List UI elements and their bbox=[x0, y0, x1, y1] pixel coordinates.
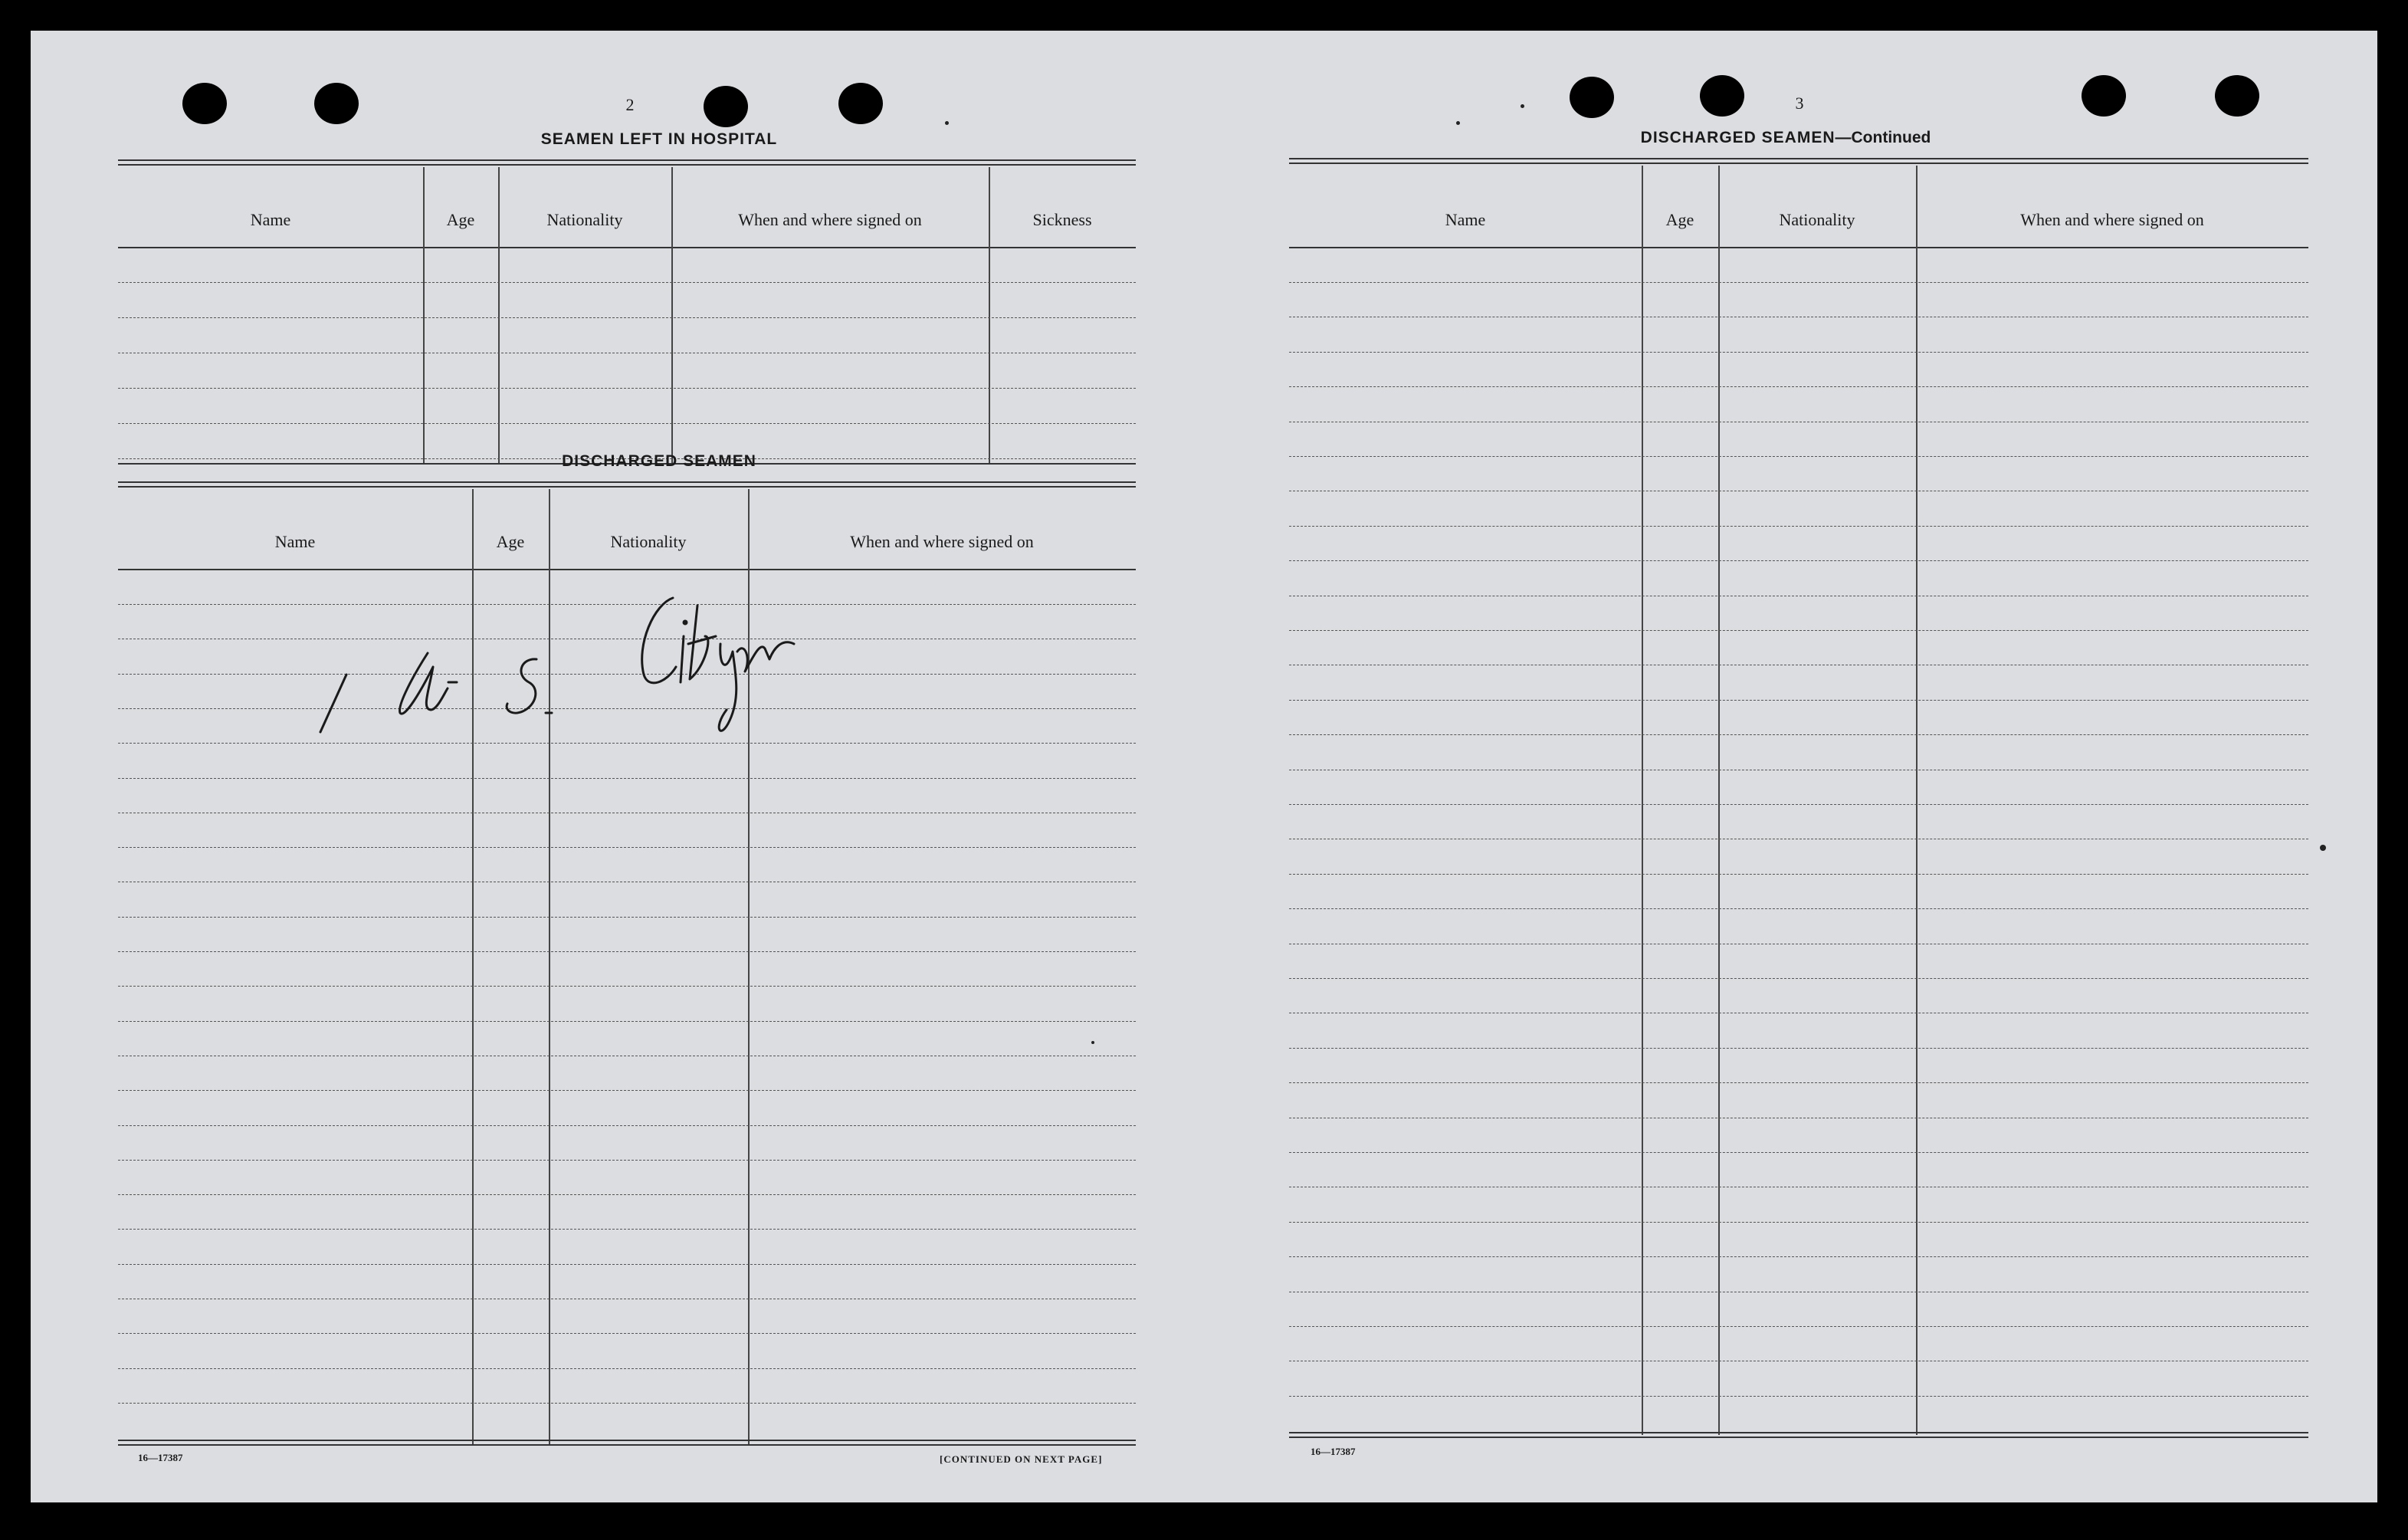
col-header-name: Name bbox=[250, 210, 291, 229]
col-header-age: Age bbox=[446, 210, 475, 229]
col-header-nationality: Nationality bbox=[546, 210, 623, 229]
ruled-row-line bbox=[1289, 874, 2308, 875]
ruled-row-line bbox=[1289, 1152, 2308, 1153]
ruled-row-line bbox=[118, 1194, 1136, 1195]
speck bbox=[1521, 104, 1524, 108]
speck bbox=[945, 121, 949, 125]
col-header-name: Name bbox=[1445, 210, 1486, 229]
punch-hole bbox=[1570, 77, 1614, 118]
ruled-row-line bbox=[1289, 1256, 2308, 1257]
ruled-row-line bbox=[1289, 1082, 2308, 1083]
ruled-row-line bbox=[118, 917, 1136, 918]
col-header-sickness: Sickness bbox=[1032, 210, 1092, 229]
ruled-row-line bbox=[118, 1229, 1136, 1230]
ruled-row-line bbox=[118, 1160, 1136, 1161]
ruled-row-line bbox=[1289, 282, 2308, 283]
speck bbox=[2320, 845, 2326, 851]
ruled-row-line bbox=[118, 1264, 1136, 1265]
ruled-row-line bbox=[1289, 456, 2308, 457]
ruled-row-line bbox=[1289, 1048, 2308, 1049]
page-number-right: 3 bbox=[1795, 94, 1804, 113]
ruled-row-line bbox=[1289, 526, 2308, 527]
ruled-row-line bbox=[1289, 560, 2308, 561]
col-header-age: Age bbox=[1665, 210, 1694, 229]
ruled-row-line bbox=[1289, 804, 2308, 805]
punch-hole bbox=[314, 83, 359, 124]
page-number-left: 2 bbox=[625, 95, 635, 114]
ruled-row-line bbox=[118, 1125, 1136, 1126]
discharged-continued-title bbox=[1556, 129, 2016, 147]
col-header-signed-on: When and where signed on bbox=[850, 532, 1034, 551]
ruled-row-line bbox=[1289, 700, 2308, 701]
ruled-row-line bbox=[118, 1090, 1136, 1091]
ruled-row-line bbox=[118, 847, 1136, 848]
discharged-section-title: DISCHARGED SEAMEN bbox=[562, 452, 756, 470]
ruled-row-line bbox=[118, 778, 1136, 779]
hospital-table bbox=[118, 159, 1136, 466]
col-header-nationality: Nationality bbox=[1779, 210, 1855, 229]
ruled-row-line bbox=[118, 423, 1136, 424]
ruled-row-line bbox=[118, 317, 1136, 318]
ruled-row-line bbox=[118, 1021, 1136, 1022]
ruled-row-line bbox=[1289, 734, 2308, 735]
punch-hole bbox=[704, 86, 748, 127]
col-header-signed-on: When and where signed on bbox=[2020, 210, 2204, 229]
handwritten-entry bbox=[307, 560, 920, 751]
form-number-left: 16—17387 bbox=[138, 1452, 183, 1463]
ruled-row-line bbox=[118, 1368, 1136, 1369]
punch-hole bbox=[2082, 75, 2126, 117]
punch-hole bbox=[1700, 75, 1744, 117]
ruled-row-line bbox=[118, 388, 1136, 389]
punch-hole bbox=[838, 83, 883, 124]
ruled-row-line bbox=[118, 1333, 1136, 1334]
ruled-row-line bbox=[118, 1403, 1136, 1404]
discharged-table-right bbox=[1289, 158, 2308, 1438]
ruled-row-line bbox=[1289, 352, 2308, 353]
ruled-row-line bbox=[1289, 978, 2308, 979]
ruled-row-line bbox=[1289, 1326, 2308, 1327]
ruled-row-line bbox=[1289, 630, 2308, 631]
document-sheet bbox=[31, 31, 2377, 1502]
col-header-age: Age bbox=[496, 532, 525, 551]
title-suffix: —Continued bbox=[1835, 129, 1931, 146]
ruled-row-line bbox=[118, 282, 1136, 283]
ruled-row-line bbox=[1289, 386, 2308, 387]
continued-note: [CONTINUED ON NEXT PAGE] bbox=[940, 1453, 1103, 1465]
form-number-right: 16—17387 bbox=[1311, 1446, 1356, 1457]
title-main: DISCHARGED SEAMEN bbox=[1640, 129, 1836, 146]
punch-hole bbox=[182, 83, 227, 124]
ruled-row-line bbox=[1289, 1222, 2308, 1223]
ruled-row-line bbox=[1289, 1396, 2308, 1397]
ruled-row-line bbox=[118, 951, 1136, 952]
speck bbox=[1456, 121, 1460, 125]
col-header-nationality: Nationality bbox=[610, 532, 687, 551]
col-header-signed-on: When and where signed on bbox=[738, 210, 922, 229]
hospital-section-title: SEAMEN LEFT IN HOSPITAL bbox=[540, 130, 778, 148]
col-header-name: Name bbox=[274, 532, 316, 551]
ruled-row-line bbox=[1289, 908, 2308, 909]
punch-hole bbox=[2215, 75, 2259, 117]
ruled-row-line bbox=[118, 986, 1136, 987]
